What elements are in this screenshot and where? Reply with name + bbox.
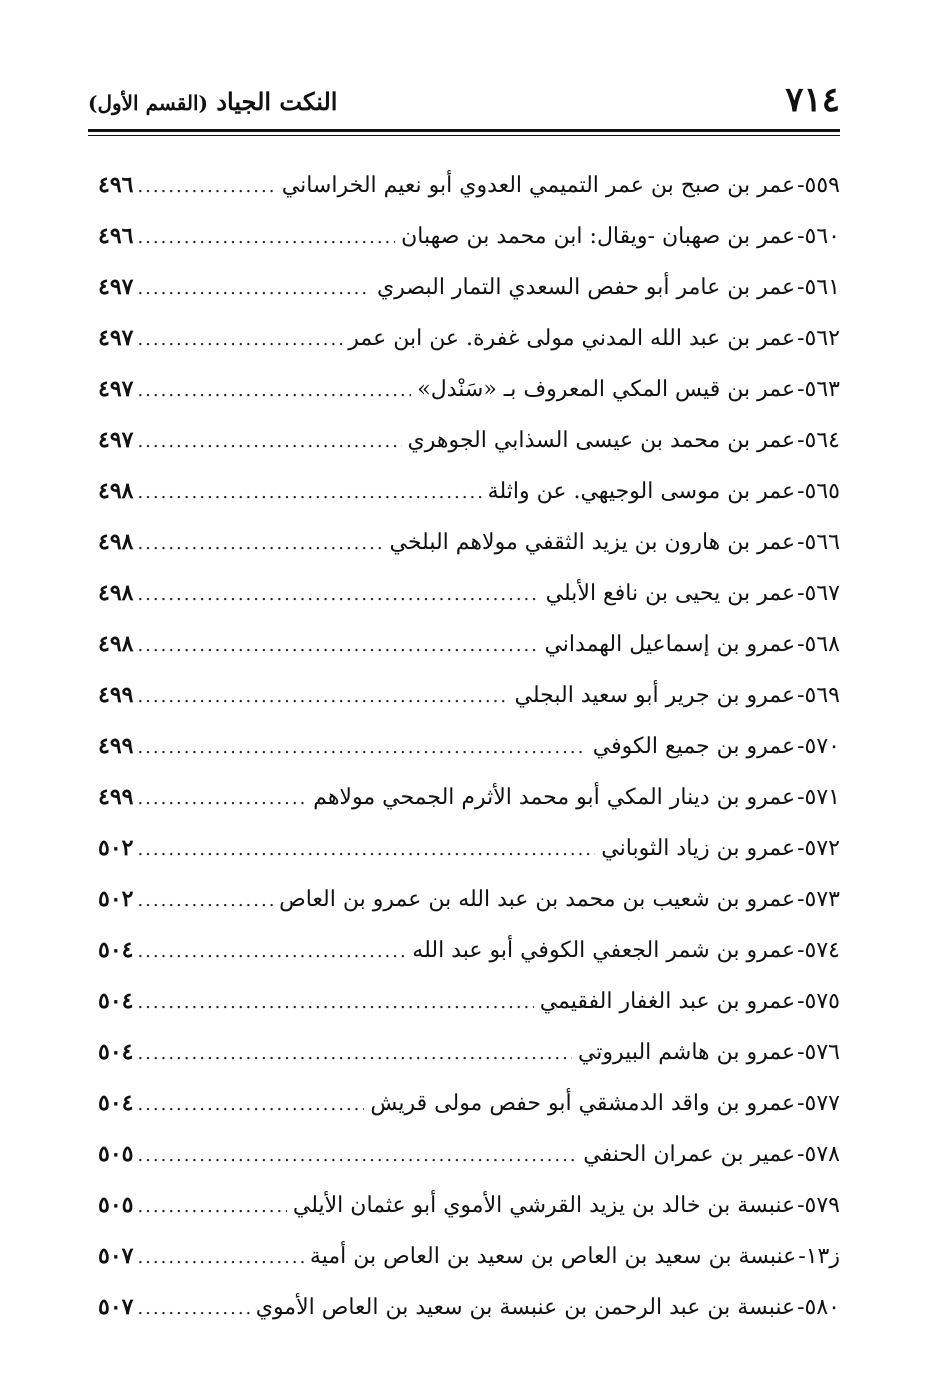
toc-entry <box>98 1231 840 1282</box>
entry-title: عمر بن قيس المكي المعروف بـ «سَنْدل» <box>417 377 796 402</box>
dot-leader <box>137 1232 303 1283</box>
dot-leader <box>137 1283 249 1334</box>
entry-title: عمر بن يحيى بن نافع الأبلي <box>545 581 796 606</box>
dot-leader <box>137 518 383 569</box>
entry-number: ٥٧٤- <box>797 938 840 963</box>
toc-entry <box>98 517 840 568</box>
toc-entry <box>98 313 840 364</box>
entry-title: عنبسة بن خالد بن يزيد القرشي الأموي أبو عثمان الأيلي <box>292 1193 796 1218</box>
toc-entry <box>98 1129 840 1180</box>
entry-page-number: ٤٩٧ <box>98 427 134 453</box>
entry-number: ٥٧٩- <box>797 1193 840 1218</box>
entry-page-number: ٤٩٧ <box>98 325 134 351</box>
toc-entry <box>98 466 840 517</box>
entry-title: عمر بن عبد الله المدني مولى غفرة. عن ابن عمر <box>348 326 796 351</box>
entry-number: ٥٦٩- <box>797 683 840 708</box>
entry-number: ٥٧٨- <box>797 1142 840 1167</box>
entry-page-number: ٤٩٨ <box>98 529 134 555</box>
running-header <box>88 78 840 130</box>
entry-page-number: ٥٠٢ <box>98 835 134 861</box>
toc-entry <box>98 211 840 262</box>
entry-page-number: ٥٠٧ <box>98 1294 134 1320</box>
entry-page-number: ٥٠٥ <box>98 1192 134 1218</box>
entry-title: عنبسة بن عبد الرحمن بن عنبسة بن سعيد بن العاص الأموي <box>255 1295 796 1320</box>
entry-number: ٥٦٦- <box>797 530 840 555</box>
dot-leader <box>137 824 595 875</box>
dot-leader <box>137 620 538 671</box>
entry-number: ٥٦٢- <box>797 326 840 351</box>
dot-leader <box>137 314 342 365</box>
dot-leader <box>137 161 275 212</box>
entry-title: عمرو بن دينار المكي أبو محمد الأثرم الجمحي مولاهم <box>313 785 796 810</box>
toc-entry <box>98 1180 840 1231</box>
entry-page-number: ٥٠٤ <box>98 1039 134 1065</box>
toc-entry <box>98 772 840 823</box>
dot-leader <box>137 671 508 722</box>
toc-entry <box>98 568 840 619</box>
entry-page-number: ٥٠٤ <box>98 937 134 963</box>
entry-number: ٥٦٥- <box>797 479 840 504</box>
toc-entry <box>98 976 840 1027</box>
entry-number: ٥٧٦- <box>797 1040 840 1065</box>
dot-leader <box>137 1181 286 1232</box>
entry-title: عمرو بن شمر الجعفي الكوفي أبو عبد الله <box>412 938 796 963</box>
toc-entry <box>98 823 840 874</box>
entry-title: عمر بن موسى الوجيهي. عن واثلة <box>487 479 796 504</box>
entry-page-number: ٤٩٩ <box>98 784 134 810</box>
toc-entry <box>98 925 840 976</box>
entry-title: عمر بن صبح بن عمر التميمي العدوي أبو نعيم الخراساني <box>281 173 796 198</box>
toc-entry <box>98 721 840 772</box>
entry-title: عمر بن عامر أبو حفص السعدي التمار البصري <box>377 275 796 300</box>
entry-title: عمرو بن واقد الدمشقي أبو حفص مولى قريش <box>370 1091 796 1116</box>
entry-title: عمر بن هارون بن يزيد الثقفي مولاهم البلخي <box>389 530 796 555</box>
entry-title: عمرو بن هاشم البيروتي <box>577 1040 796 1065</box>
entry-page-number: ٤٩٩ <box>98 682 134 708</box>
entry-number: ٥٥٩- <box>797 173 840 198</box>
toc-entry <box>98 415 840 466</box>
dot-leader <box>137 1028 572 1079</box>
entry-page-number: ٤٩٨ <box>98 580 134 606</box>
dot-leader <box>137 263 371 314</box>
entry-title: عمرو بن جميع الكوفي <box>592 734 796 759</box>
entry-page-number: ٤٩٦ <box>98 223 134 249</box>
dot-leader <box>137 416 401 467</box>
entry-number: ٥٦٣- <box>797 377 840 402</box>
entry-title: عمرو بن إسماعيل الهمداني <box>544 632 796 657</box>
entry-title: عمير بن عمران الحنفي <box>583 1142 796 1167</box>
dot-leader <box>137 926 406 977</box>
entry-page-number: ٥٠٤ <box>98 988 134 1014</box>
entry-page-number: ٤٩٨ <box>98 631 134 657</box>
entry-number: ٥٧٠- <box>797 734 840 759</box>
entry-title: عمرو بن زياد الثوباني <box>601 836 796 861</box>
dot-leader <box>137 212 395 263</box>
entry-title: عمرو بن عبد الغفار الفقيمي <box>539 989 796 1014</box>
entry-title: عمر بن صهبان -ويقال: ابن محمد بن صهبان <box>401 224 796 249</box>
entry-number: ٥٦١- <box>797 275 840 300</box>
toc-entry <box>98 262 840 313</box>
dot-leader <box>137 1130 577 1181</box>
dot-leader <box>137 1079 364 1130</box>
dot-leader <box>137 467 481 518</box>
toc-entry <box>98 1078 840 1129</box>
entry-number: ٥٦٨- <box>797 632 840 657</box>
page-number: ٧١٤ <box>785 80 840 120</box>
toc-entry <box>98 1282 840 1333</box>
entry-page-number: ٤٩٨ <box>98 478 134 504</box>
entry-number: ٥٦٧- <box>797 581 840 606</box>
table-of-contents <box>98 160 840 1333</box>
dot-leader <box>137 977 533 1028</box>
toc-entry <box>98 670 840 721</box>
dot-leader <box>137 773 307 824</box>
entry-number: ٥٧٢- <box>797 836 840 861</box>
toc-entry <box>98 874 840 925</box>
entry-number: ٥٦٠- <box>797 224 840 249</box>
entry-number: ٥٧٥- <box>797 989 840 1014</box>
entry-number: ز١٣- <box>798 1244 840 1269</box>
entry-page-number: ٤٩٩ <box>98 733 134 759</box>
entry-page-number: ٤٩٦ <box>98 172 134 198</box>
toc-entry <box>98 619 840 670</box>
toc-entry <box>98 1027 840 1078</box>
book-title: النكت الجياد <box>216 87 338 116</box>
entry-title: عنبسة بن سعيد بن العاص بن سعيد بن العاص بن أمية <box>309 1244 797 1269</box>
entry-page-number: ٤٩٧ <box>98 274 134 300</box>
book-title-group <box>88 82 337 123</box>
entry-title: عمر بن محمد بن عيسى السذابي الجوهري <box>407 428 796 453</box>
entry-page-number: ٥٠٤ <box>98 1090 134 1116</box>
entry-number: ٥٧٧- <box>797 1091 840 1116</box>
entry-page-number: ٤٩٧ <box>98 376 134 402</box>
dot-leader <box>137 722 586 773</box>
entry-page-number: ٥٠٢ <box>98 886 134 912</box>
toc-entry <box>98 160 840 211</box>
header-rule-thin <box>88 135 840 136</box>
entry-title: عمرو بن جرير أبو سعيد البجلي <box>514 683 796 708</box>
dot-leader <box>137 569 539 620</box>
dot-leader <box>137 875 273 926</box>
entry-page-number: ٥٠٧ <box>98 1243 134 1269</box>
entry-number: ٥٧٣- <box>797 887 840 912</box>
toc-entry <box>98 364 840 415</box>
header-rule-thick <box>88 129 840 132</box>
entry-title: عمرو بن شعيب بن محمد بن عبد الله بن عمرو بن العاص <box>279 887 796 912</box>
entry-number: ٥٧١- <box>797 785 840 810</box>
dot-leader <box>137 365 411 416</box>
entry-page-number: ٥٠٥ <box>98 1141 134 1167</box>
entry-number: ٥٦٤- <box>797 428 840 453</box>
entry-number: ٥٨٠- <box>797 1295 840 1320</box>
section-label: (القسم الأول) <box>88 91 208 115</box>
